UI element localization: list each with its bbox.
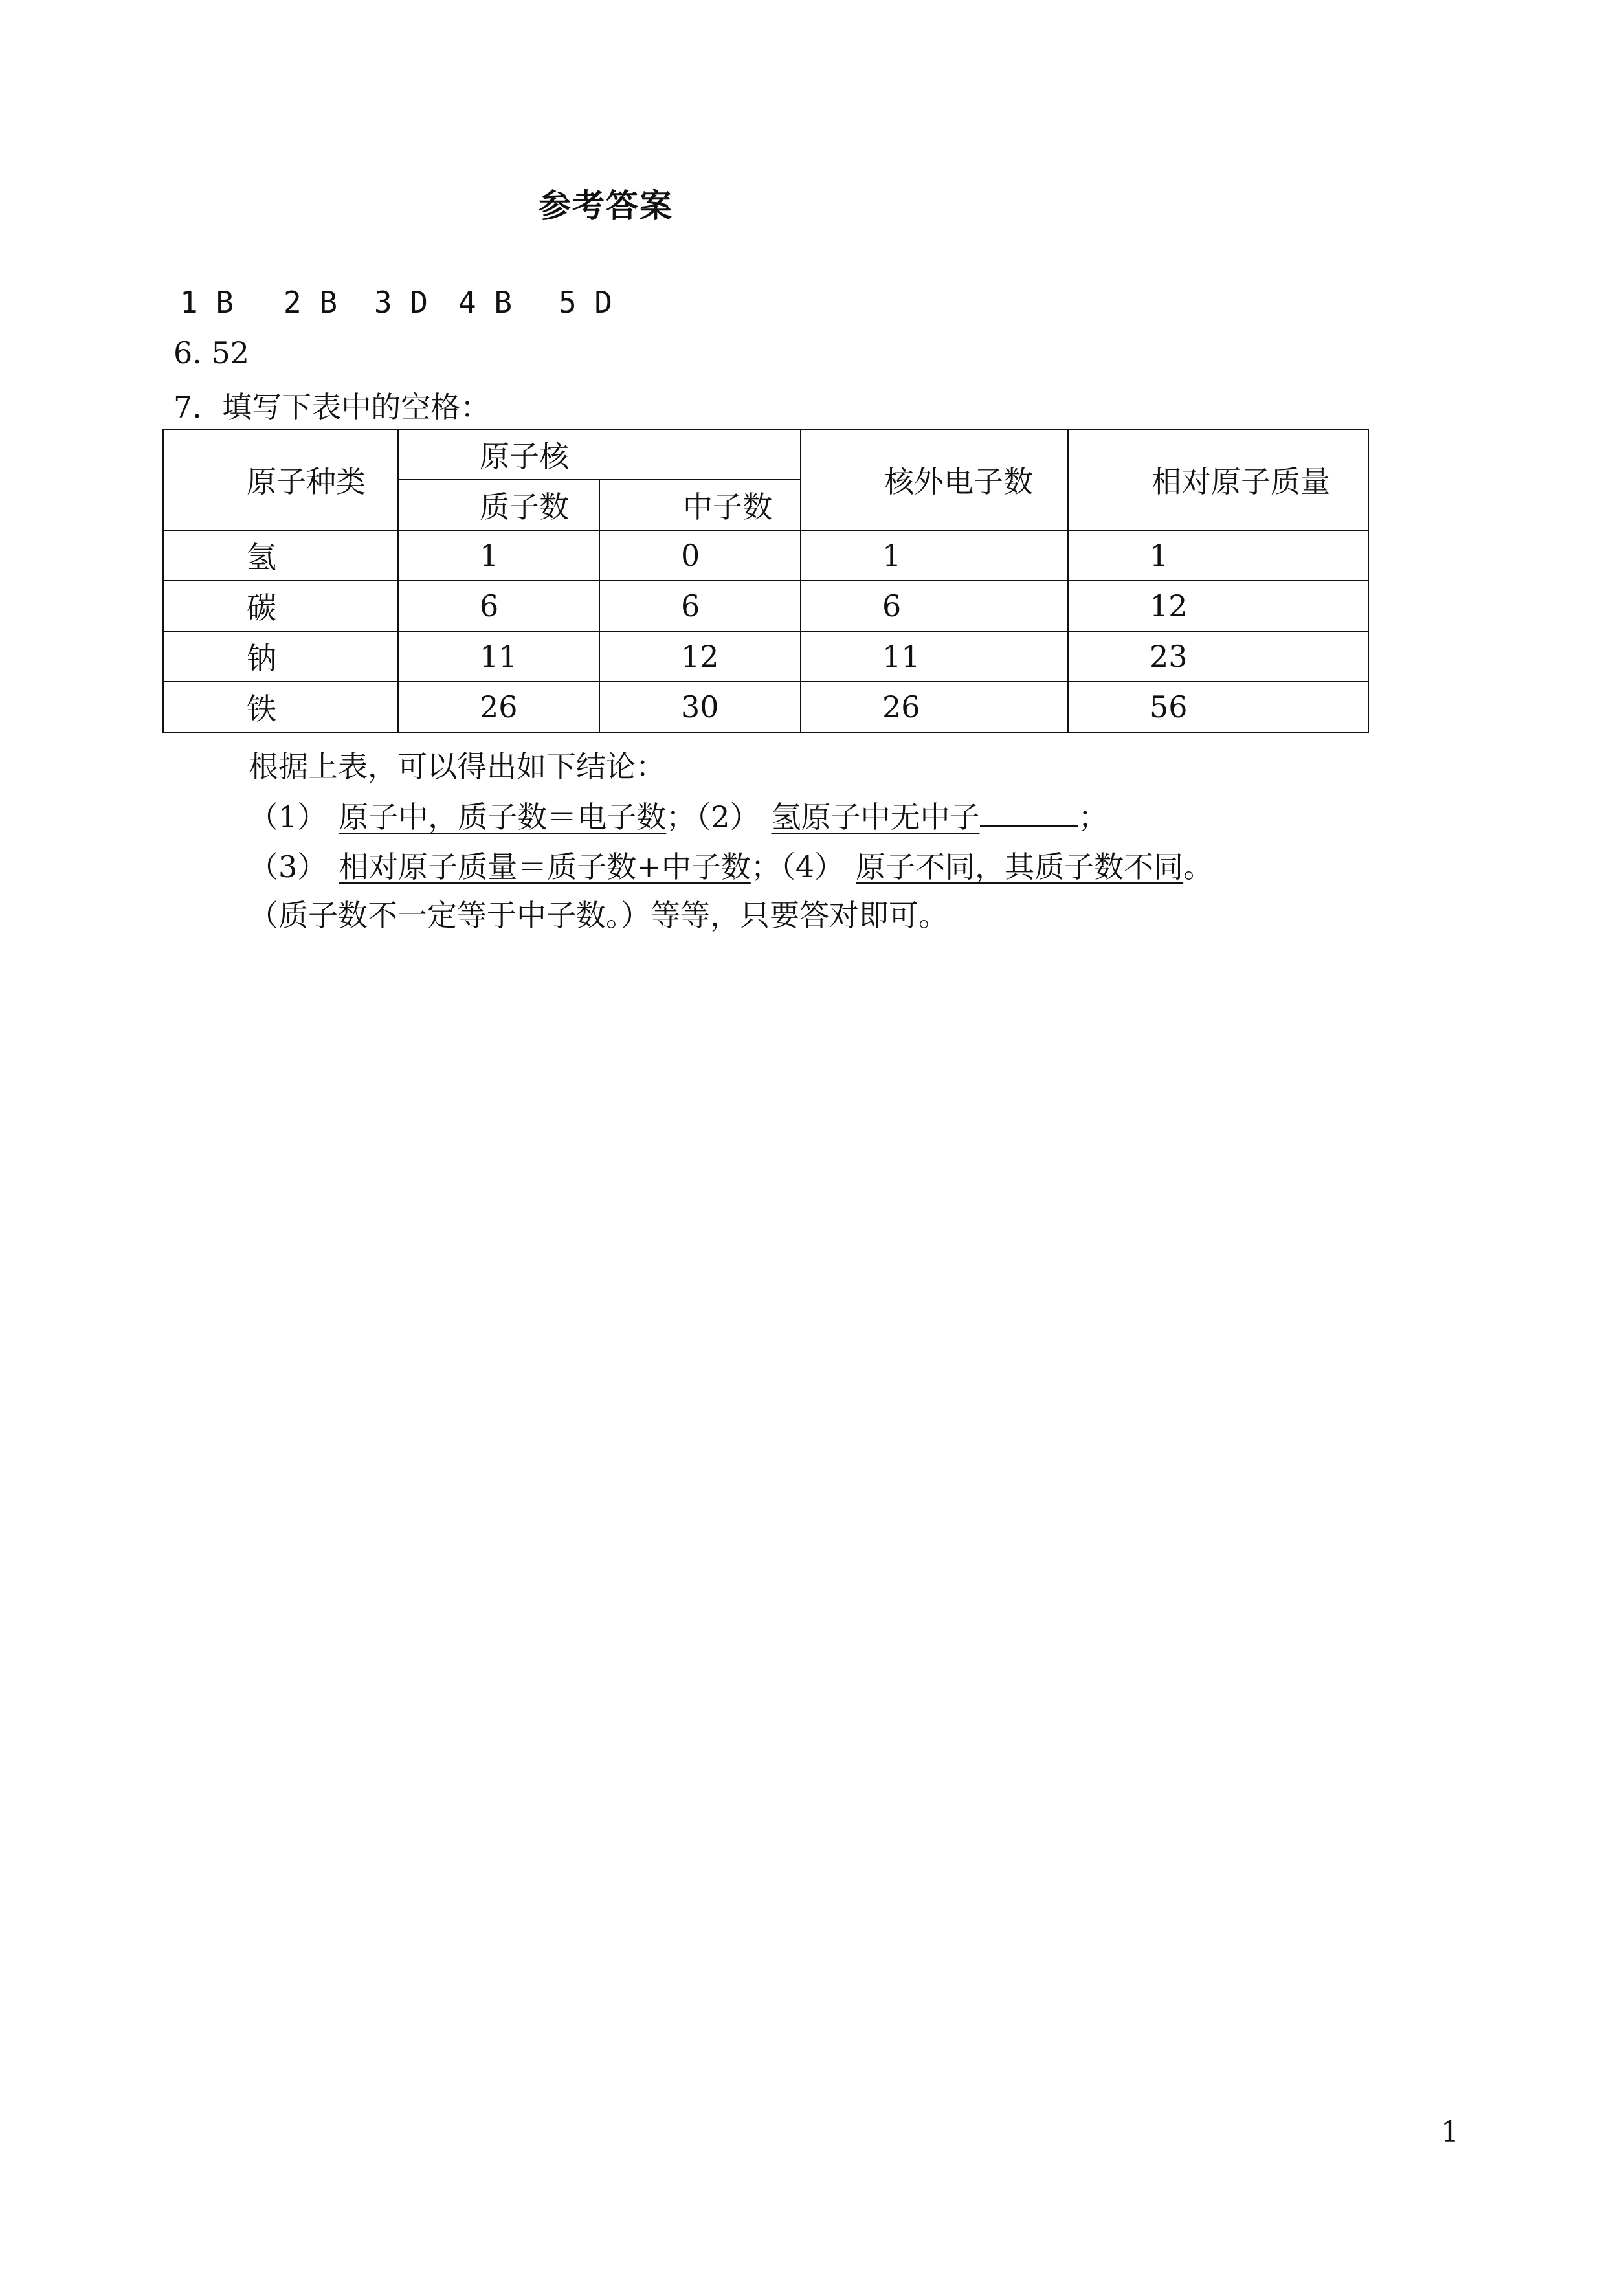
page-number: 1 bbox=[1441, 2116, 1459, 2149]
header-mass: 相对原子质量 bbox=[1068, 429, 1368, 530]
header-protons: 质子数 bbox=[398, 480, 599, 530]
conclusion-intro: 根据上表，可以得出如下结论： bbox=[249, 749, 665, 784]
conclusion-line-2 bbox=[249, 844, 1213, 886]
cell-neutrons: 6 bbox=[599, 581, 801, 631]
header-neutrons: 中子数 bbox=[599, 480, 801, 530]
cell-protons: 11 bbox=[398, 631, 599, 682]
header-electrons: 核外电子数 bbox=[801, 429, 1068, 530]
answer-5: 5 D bbox=[559, 285, 613, 320]
header-nucleus: 原子核 bbox=[398, 429, 801, 480]
conclusion-1-text: 原子中，质子数＝电子数 bbox=[339, 800, 667, 834]
table-row bbox=[163, 530, 1368, 581]
answer-4: 4 B bbox=[458, 285, 513, 320]
cell-mass: 1 bbox=[1068, 530, 1368, 581]
conclusion-4-end: 。 bbox=[1183, 849, 1214, 884]
conclusion-note: （质子数不一定等于中子数。）等等，只要答对即可。 bbox=[249, 898, 948, 933]
cell-mass: 12 bbox=[1068, 581, 1368, 631]
question-6-answer: 6. 52 bbox=[173, 335, 250, 370]
cell-protons: 1 bbox=[398, 530, 599, 581]
cell-electrons: 6 bbox=[801, 581, 1068, 631]
question-7-prompt: 7．填写下表中的空格： bbox=[173, 390, 491, 425]
header-species: 原子种类 bbox=[163, 429, 398, 530]
answer-blank bbox=[980, 800, 1078, 827]
multiple-choice-answers bbox=[180, 285, 612, 320]
cell-element: 氢 bbox=[163, 530, 398, 581]
conclusion-2-label: ；（2） bbox=[666, 800, 760, 834]
page-title: 参考答案 bbox=[539, 186, 673, 225]
answer-1: 1 B bbox=[180, 285, 234, 320]
cell-electrons: 1 bbox=[801, 530, 1068, 581]
table-row bbox=[163, 581, 1368, 631]
table-row bbox=[163, 631, 1368, 682]
cell-mass: 23 bbox=[1068, 631, 1368, 682]
cell-electrons: 11 bbox=[801, 631, 1068, 682]
conclusion-4-label: ；（4） bbox=[750, 849, 845, 884]
cell-mass: 56 bbox=[1068, 682, 1368, 732]
cell-element: 铁 bbox=[163, 682, 398, 732]
answer-2: 2 B bbox=[284, 285, 338, 320]
conclusion-3-label: （3） bbox=[249, 849, 328, 884]
cell-protons: 26 bbox=[398, 682, 599, 732]
cell-element: 碳 bbox=[163, 581, 398, 631]
table-row bbox=[163, 682, 1368, 732]
conclusion-1-label: （1） bbox=[249, 800, 328, 834]
cell-protons: 6 bbox=[398, 581, 599, 631]
atom-table bbox=[162, 429, 1369, 733]
conclusion-2-end: ； bbox=[1078, 800, 1108, 834]
conclusion-4-text: 原子不同，其质子数不同 bbox=[856, 849, 1184, 884]
conclusion-3-text: 相对原子质量＝质子数+中子数 bbox=[339, 849, 751, 884]
cell-electrons: 26 bbox=[801, 682, 1068, 732]
conclusion-2-text: 氢原子中无中子 bbox=[771, 800, 980, 834]
cell-neutrons: 30 bbox=[599, 682, 801, 732]
cell-neutrons: 12 bbox=[599, 631, 801, 682]
answer-3: 3 D bbox=[374, 285, 428, 320]
cell-element: 钠 bbox=[163, 631, 398, 682]
cell-neutrons: 0 bbox=[599, 530, 801, 581]
conclusion-line-1 bbox=[249, 794, 1108, 836]
